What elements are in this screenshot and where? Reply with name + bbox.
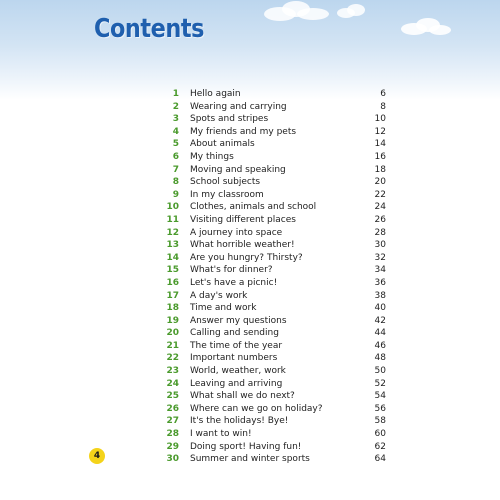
unit-page: 46 [374,340,386,351]
list-item [150,214,386,227]
list-item [150,113,386,126]
unit-title: Where can we go on holiday? [190,403,323,414]
unit-title: Are you hungry? Thirsty? [190,252,303,263]
contents-list [150,88,386,466]
unit-title: What horrible weather! [190,240,295,251]
unit-title: What's for dinner? [190,265,273,276]
unit-title: Spots and stripes [190,114,269,125]
unit-page: 32 [374,252,386,263]
list-item [150,176,386,189]
unit-page: 20 [374,177,386,188]
unit-number: 21 [166,340,179,351]
unit-number: 24 [166,378,179,389]
list-item [150,252,386,265]
unit-number: 22 [166,353,179,364]
list-item [150,340,386,353]
list-item [150,378,386,391]
unit-title: It's the holidays! Bye! [190,416,289,427]
unit-title: My friends and my pets [190,126,297,137]
unit-title: What shall we do next? [190,391,295,402]
list-item [150,415,386,428]
cloud-icon [258,0,338,26]
unit-page: 14 [374,139,386,150]
unit-number: 30 [166,454,179,465]
unit-number: 23 [166,366,179,377]
unit-number: 16 [166,277,179,288]
unit-page: 60 [374,429,386,440]
unit-page: 50 [374,366,386,377]
list-item [150,126,386,139]
unit-title: Moving and speaking [190,164,286,175]
list-item [150,227,386,240]
unit-number: 12 [166,227,179,238]
list-item [150,352,386,365]
unit-number: 25 [166,391,179,402]
unit-number: 27 [166,416,179,427]
unit-title: A journey into space [190,227,283,238]
unit-title: The time of the year [190,340,283,351]
unit-number: 7 [172,164,179,175]
unit-number: 15 [166,265,179,276]
list-item [150,101,386,114]
unit-number: 14 [166,252,179,263]
unit-number: 1 [172,89,179,99]
list-item [150,264,386,277]
unit-page: 52 [374,378,386,389]
list-item [150,138,386,151]
unit-page: 28 [374,227,386,238]
unit-title: Summer and winter sports [190,454,310,465]
list-item [150,327,386,340]
unit-number: 29 [166,441,179,452]
unit-number: 4 [172,126,179,137]
unit-page: 10 [374,114,386,125]
unit-page: 42 [374,315,386,326]
list-item [150,390,386,403]
unit-title: Doing sport! Having fun! [190,441,302,452]
unit-page: 6 [380,89,386,99]
unit-page: 30 [374,240,386,251]
unit-number: 13 [166,240,179,251]
cloud-icon [396,16,456,40]
list-item [150,151,386,164]
unit-page: 26 [374,214,386,225]
unit-title: Wearing and carrying [190,101,287,112]
unit-title: Let's have a picnic! [190,277,278,288]
cloud-icon [332,2,372,22]
unit-title: Visiting different places [190,214,296,225]
unit-number: 20 [166,328,179,339]
list-item [150,290,386,303]
unit-page: 38 [374,290,386,301]
unit-number: 17 [166,290,179,301]
unit-page: 12 [374,126,386,137]
unit-number: 19 [166,315,179,326]
unit-page: 48 [374,353,386,364]
list-item [150,277,386,290]
unit-title: Important numbers [190,353,278,364]
unit-number: 10 [166,202,179,213]
unit-number: 2 [172,101,179,112]
unit-title: Hello again [190,89,241,99]
unit-title: World, weather, work [190,366,286,377]
list-item [150,302,386,315]
list-item [150,428,386,441]
unit-number: 8 [172,177,179,188]
unit-title: Answer my questions [190,315,287,326]
unit-page: 62 [374,441,386,452]
unit-page: 22 [374,189,386,200]
unit-number: 9 [172,189,179,200]
list-item [150,164,386,177]
unit-title: A day's work [190,290,248,301]
unit-title: About animals [190,139,255,150]
unit-title: In my classroom [190,189,264,200]
unit-page: 40 [374,303,386,314]
unit-number: 28 [166,429,179,440]
unit-page: 58 [374,416,386,427]
unit-number: 26 [166,403,179,414]
list-item [150,441,386,454]
unit-title: Leaving and arriving [190,378,283,389]
unit-number: 5 [172,139,179,150]
unit-page: 54 [374,391,386,402]
list-item [150,239,386,252]
unit-title: Time and work [190,303,257,314]
unit-page: 64 [374,454,386,465]
page-number-badge: 4 [89,448,105,464]
list-item [150,189,386,202]
unit-page: 36 [374,277,386,288]
unit-number: 6 [172,151,179,162]
unit-page: 44 [374,328,386,339]
unit-page: 24 [374,202,386,213]
unit-number: 18 [166,303,179,314]
list-item [150,365,386,378]
unit-page: 56 [374,403,386,414]
unit-page: 16 [374,151,386,162]
unit-number: 11 [166,214,179,225]
unit-number: 3 [172,114,179,125]
list-item [150,201,386,214]
list-item [150,403,386,416]
unit-title: Calling and sending [190,328,279,339]
unit-title: School subjects [190,177,261,188]
unit-page: 8 [380,101,386,112]
list-item [150,88,386,101]
unit-page: 18 [374,164,386,175]
unit-page: 34 [374,265,386,276]
unit-title: I want to win! [190,429,252,440]
unit-title: My things [190,151,234,162]
page-title: Contents [94,14,205,44]
list-item [150,315,386,328]
unit-title: Clothes, animals and school [190,202,317,213]
list-item [150,453,386,466]
